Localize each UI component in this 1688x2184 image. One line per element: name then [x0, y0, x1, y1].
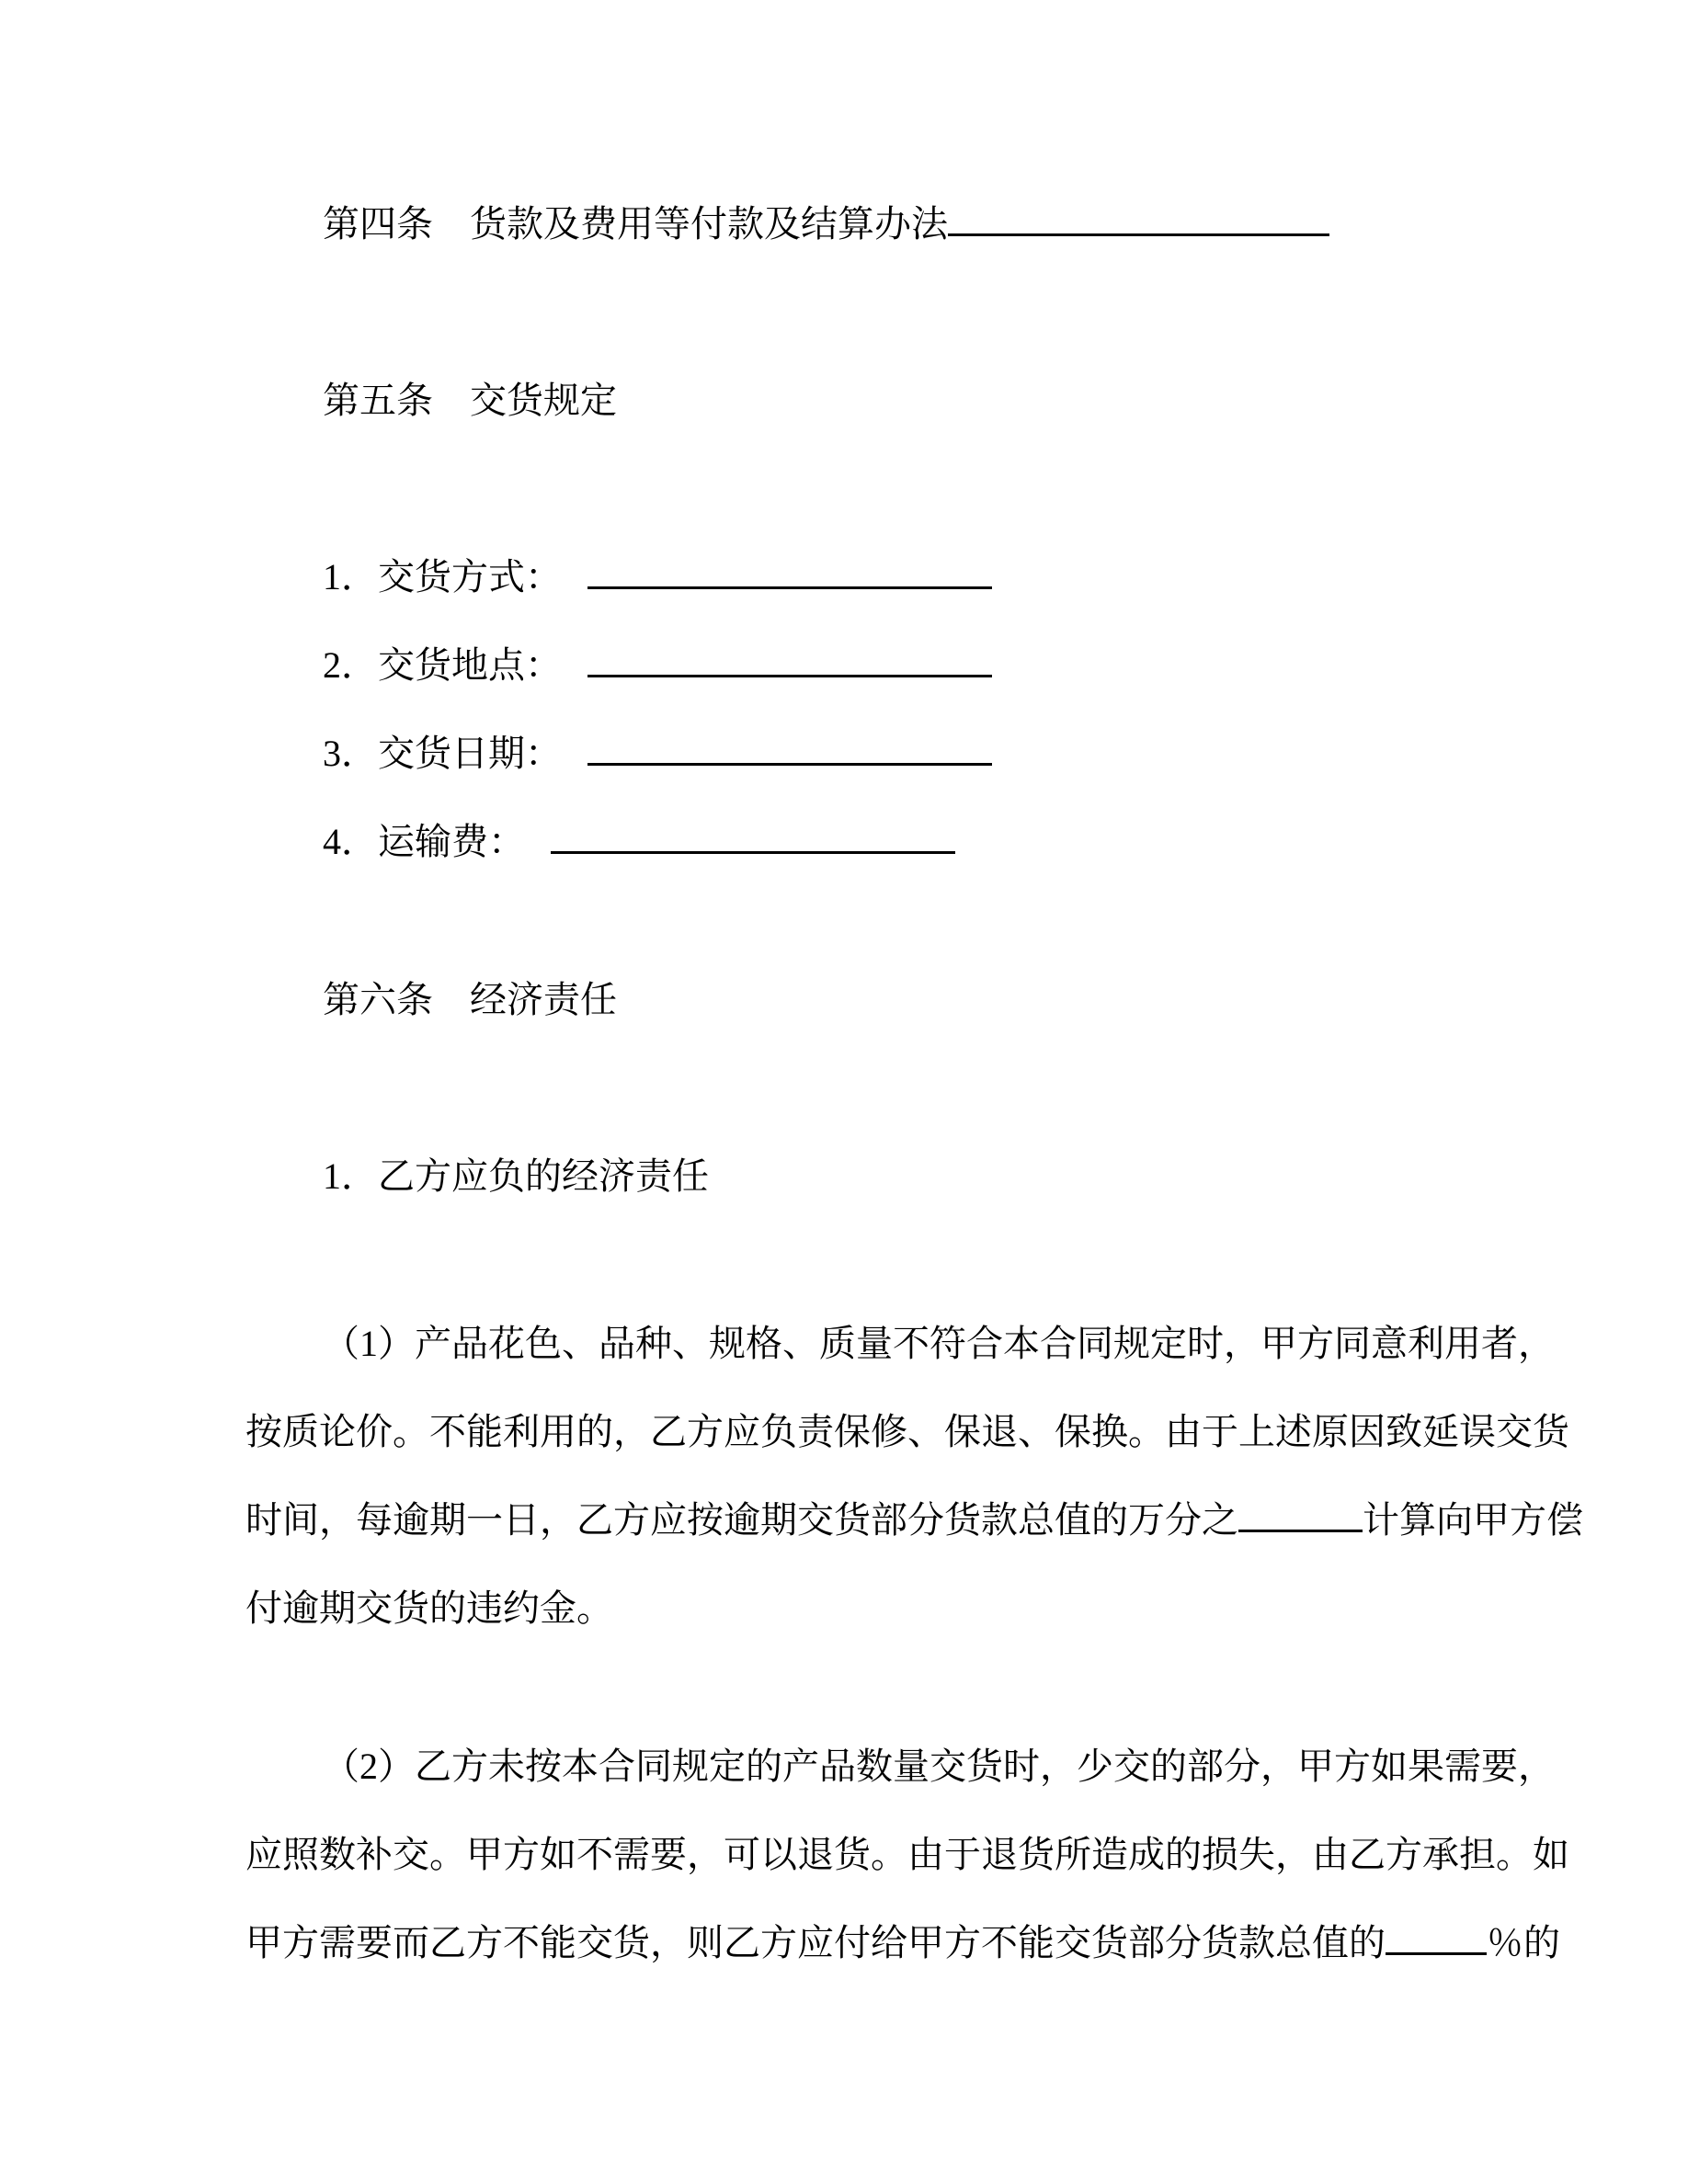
article-5-heading: [245, 357, 1443, 445]
delivery-item-date: [245, 710, 1443, 798]
spacer: [245, 886, 1443, 956]
clause-1-line-3: [245, 1476, 1583, 1564]
delivery-item-date-blank-field: [587, 728, 992, 766]
clause-2-line-1: （2）乙方未按本合同规定的产品数量交货时，少交的部分，甲方如果需要，: [323, 1746, 1555, 1787]
delivery-items-list: [245, 533, 1443, 886]
article-6-heading: [245, 956, 1443, 1044]
delivery-item-place-label: 2．交货地点：: [323, 644, 562, 686]
spacer: [245, 268, 1443, 357]
spacer: [245, 1221, 1443, 1300]
article-4-heading: [245, 180, 1443, 268]
article-5-heading-text: 第五条 交货规定: [323, 380, 617, 421]
clause-2-line-3-after: ％的: [1487, 1922, 1560, 1963]
clause-2-line-2: 应照数补交。甲方如不需要，可以退货。由于退货所造成的损失，由乙方承担。如: [245, 1834, 1569, 1875]
clause-1-line-2: 按质论价。不能利用的，乙方应负责保修、保退、保换。由于上述原因致延误交货: [245, 1411, 1569, 1452]
delivery-item-date-label: 3．交货日期：: [323, 733, 562, 774]
delivery-item-freight: [245, 798, 1443, 886]
delivery-item-place: [245, 621, 1443, 710]
delivery-item-place-blank-field: [587, 640, 992, 677]
delivery-item-freight-blank-field: [551, 816, 955, 854]
contract-content: [245, 180, 1583, 1987]
spacer: [245, 1044, 1443, 1132]
party-b-liability-subheading-text: 1．乙方应负的经济责任: [323, 1155, 709, 1197]
party-b-liability-subheading: [245, 1132, 1443, 1221]
percentage-blank-field: [1386, 1917, 1487, 1955]
clause-1-line-3-after: 计算向甲方偿: [1363, 1499, 1583, 1541]
clause-1-line-3-before: 时间，每逾期一日，乙方应按逾期交货部分货款总值的万分之: [245, 1499, 1238, 1541]
penalty-rate-blank-field: [1238, 1495, 1363, 1532]
spacer: [245, 1653, 1443, 1723]
clause-2-paragraph: [245, 1723, 1569, 1987]
clause-2-line-3-before: 甲方需要而乙方不能交货，则乙方应付给甲方不能交货部分货款总值的: [245, 1922, 1386, 1963]
delivery-item-method-blank-field: [587, 552, 992, 589]
article-4-blank-field: [948, 199, 1329, 236]
clause-1-paragraph: [245, 1300, 1583, 1653]
delivery-item-freight-label: 4．运输费：: [323, 821, 525, 862]
delivery-item-method: [245, 533, 1443, 621]
clause-2-line-3: [245, 1899, 1560, 1987]
spacer: [245, 445, 1443, 533]
article-6-heading-text: 第六条 经济责任: [323, 979, 617, 1020]
clause-1-line-4: 付逾期交货的违约金。: [245, 1587, 613, 1629]
article-4-heading-text: 第四条 货款及费用等付款及结算办法: [323, 203, 948, 245]
delivery-item-method-label: 1．交货方式：: [323, 556, 562, 597]
clause-1-line-1: （1）产品花色、品种、规格、质量不符合本合同规定时，甲方同意利用者，: [323, 1323, 1555, 1364]
